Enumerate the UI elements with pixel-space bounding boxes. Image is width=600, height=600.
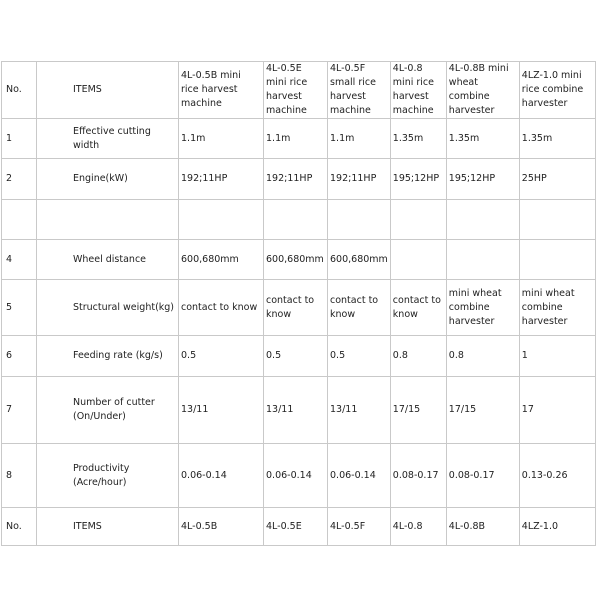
table-cell: 600,680mm [179, 240, 264, 280]
table-cell: 2 [2, 159, 37, 200]
table-cell [2, 200, 37, 240]
table-cell: 192;11HP [179, 159, 264, 200]
table-cell: 0.13-0.26 [519, 444, 595, 508]
table-cell: Feeding rate (kg/s) [37, 336, 179, 377]
table-cell [390, 200, 446, 240]
table-row [2, 444, 596, 508]
header-cell: ITEMS [37, 62, 179, 119]
table-cell: mini wheat combine harvester [519, 280, 595, 336]
table-cell: 0.8 [446, 336, 519, 377]
table-cell: contact to know [264, 280, 328, 336]
table-cell [328, 200, 391, 240]
header-cell: 4L-0.5F small rice harvest machine [328, 62, 391, 119]
table-cell: 0.8 [390, 336, 446, 377]
table-cell: 195;12HP [446, 159, 519, 200]
table-cell [446, 240, 519, 280]
table-cell: 1.1m [328, 119, 391, 159]
table-cell: Structural weight(kg) [37, 280, 179, 336]
table-cell: 0.5 [264, 336, 328, 377]
table-cell: 1.35m [446, 119, 519, 159]
header-cell: 4L-0.8B mini wheat combine harvester [446, 62, 519, 119]
table-cell [519, 240, 595, 280]
table-row [2, 280, 596, 336]
table-cell: 0.08-0.17 [390, 444, 446, 508]
table-cell [390, 240, 446, 280]
header-cell: 4L-0.8 mini rice harvest machine [390, 62, 446, 119]
table-cell: 1.35m [390, 119, 446, 159]
header-cell: 4LZ-1.0 mini rice combine harvester [519, 62, 595, 119]
table-cell: 1 [519, 336, 595, 377]
table-cell: 13/11 [328, 377, 391, 444]
table-cell: 0.06-0.14 [264, 444, 328, 508]
table-row-empty [2, 200, 596, 240]
spec-table [1, 61, 596, 546]
table-cell: 1.1m [264, 119, 328, 159]
header-cell: 4L-0.5E mini rice harvest machine [264, 62, 328, 119]
table-cell: 5 [2, 280, 37, 336]
table-cell [519, 200, 595, 240]
table-cell: 0.5 [179, 336, 264, 377]
table-cell: 17/15 [390, 377, 446, 444]
table-cell: Wheel distance [37, 240, 179, 280]
table-cell: 600,680mm [264, 240, 328, 280]
footer-cell: ITEMS [37, 508, 179, 546]
footer-row [2, 508, 596, 546]
table-cell: Engine(kW) [37, 159, 179, 200]
header-cell: 4L-0.5B mini rice harvest machine [179, 62, 264, 119]
table-cell: Productivity (Acre/hour) [37, 444, 179, 508]
table-cell: 1.1m [179, 119, 264, 159]
table-row [2, 159, 596, 200]
table-cell: 8 [2, 444, 37, 508]
footer-cell: 4L-0.5E [264, 508, 328, 546]
table-cell: 7 [2, 377, 37, 444]
table-cell: 1 [2, 119, 37, 159]
table-cell: 1.35m [519, 119, 595, 159]
table-row [2, 240, 596, 280]
table-cell [264, 200, 328, 240]
table-cell: 25HP [519, 159, 595, 200]
table-row [2, 377, 596, 444]
table-cell: 0.06-0.14 [179, 444, 264, 508]
table-cell: contact to know [179, 280, 264, 336]
header-cell: No. [2, 62, 37, 119]
header-row [2, 62, 596, 119]
table-cell: 0.5 [328, 336, 391, 377]
table-cell: 4 [2, 240, 37, 280]
table-cell: 17/15 [446, 377, 519, 444]
table-cell [179, 200, 264, 240]
table-cell: 0.08-0.17 [446, 444, 519, 508]
table-cell: Effective cutting width [37, 119, 179, 159]
table-cell: 6 [2, 336, 37, 377]
table-cell: mini wheat combine harvester [446, 280, 519, 336]
table-cell: contact to know [328, 280, 391, 336]
table-cell: Number of cutter (On/Under) [37, 377, 179, 444]
footer-cell: 4LZ-1.0 [519, 508, 595, 546]
table-cell: 192;11HP [264, 159, 328, 200]
footer-cell: No. [2, 508, 37, 546]
table-row [2, 119, 596, 159]
table-cell: 13/11 [264, 377, 328, 444]
table-cell: contact to know [390, 280, 446, 336]
table-cell: 13/11 [179, 377, 264, 444]
footer-cell: 4L-0.5B [179, 508, 264, 546]
table-cell [37, 200, 179, 240]
table-cell: 17 [519, 377, 595, 444]
table-cell: 0.06-0.14 [328, 444, 391, 508]
footer-cell: 4L-0.5F [328, 508, 391, 546]
table-cell: 195;12HP [390, 159, 446, 200]
table-row [2, 336, 596, 377]
footer-cell: 4L-0.8 [390, 508, 446, 546]
table-cell: 600,680mm [328, 240, 391, 280]
table-cell: 192;11HP [328, 159, 391, 200]
footer-cell: 4L-0.8B [446, 508, 519, 546]
table-cell [446, 200, 519, 240]
